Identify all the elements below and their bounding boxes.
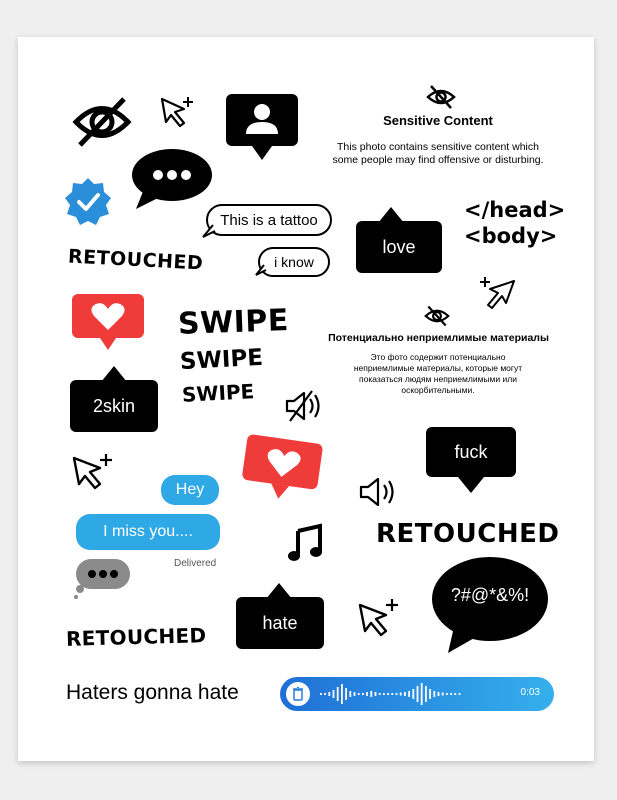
sensitive-body-line: This photo contains sensitive content which <box>337 141 539 153</box>
code-line: <body> <box>464 224 558 248</box>
verified-badge-icon <box>64 177 112 225</box>
retouched-sticker: RETOUCHED <box>376 519 560 549</box>
trash-icon <box>292 687 304 701</box>
sensitive-body-line: some people may find offensive or disturbing. <box>332 154 544 166</box>
waveform-icon <box>320 681 470 707</box>
typing-bubble-icon <box>130 147 212 211</box>
eye-slash-small-icon <box>424 305 450 327</box>
sensitive-ru-title: Потенциально неприемлимые материалы <box>328 332 549 344</box>
miss-you-message: I miss you.... <box>76 514 220 550</box>
like-notification-icon <box>240 435 326 507</box>
hey-message: Hey <box>161 475 219 505</box>
cursor-add-icon <box>70 452 116 492</box>
swipe-sticker-medium: SWIPE <box>179 344 264 376</box>
delivered-status: Delivered <box>174 558 217 569</box>
mute-icon <box>284 389 326 423</box>
sensitive-ru-line: неприемлимые материалы, которые могут <box>353 363 523 373</box>
eye-slash-small-icon <box>426 85 456 109</box>
sensitive-body <box>318 141 558 167</box>
tattoo-bubble: This is a tattoo <box>206 204 332 236</box>
eye-slash-icon <box>72 97 132 147</box>
sensitive-ru-body <box>328 352 548 396</box>
cursor-add-icon <box>478 275 518 311</box>
voice-message-player[interactable] <box>280 677 554 711</box>
like-notification-icon <box>72 294 144 354</box>
bubble-tail <box>201 225 217 239</box>
hate-label: hate <box>236 597 324 649</box>
music-note-icon <box>288 525 324 563</box>
sensitive-ru-line: оскорбительными. <box>401 385 475 395</box>
swipe-sticker-small: SWIPE <box>181 379 255 407</box>
code-line: </head> <box>464 198 566 222</box>
code-snippet <box>464 197 565 249</box>
love-label: love <box>356 221 442 273</box>
curse-text: ?#@*&%! <box>450 585 530 605</box>
cursor-add-icon <box>158 95 198 131</box>
sensitive-title: Sensitive Content <box>383 113 493 128</box>
typing-bubble-gray-icon <box>72 557 132 601</box>
haters-caption: Haters gonna hate <box>66 681 239 704</box>
profile-bubble-icon <box>226 94 298 162</box>
speaker-icon <box>358 475 400 509</box>
bubble-pointer <box>458 477 484 493</box>
cursor-add-icon <box>356 597 402 637</box>
sticker-sheet <box>18 37 594 761</box>
swipe-sticker-large: SWIPE <box>177 303 290 342</box>
retouched-sticker: RETOUCHED <box>67 245 204 275</box>
bubble-tail <box>254 265 268 277</box>
skin-label: 2skin <box>70 380 158 432</box>
voice-duration: 0:03 <box>520 687 540 698</box>
iknow-bubble: i know <box>258 247 330 277</box>
sensitive-ru-line: Это фото содержит потенциально <box>370 352 506 362</box>
delete-button[interactable] <box>286 682 310 706</box>
retouched-sticker: RETOUCHED <box>65 623 207 651</box>
sensitive-ru-line: показаться людям неприемлимыми или <box>359 374 517 384</box>
fuck-label: fuck <box>426 427 516 477</box>
